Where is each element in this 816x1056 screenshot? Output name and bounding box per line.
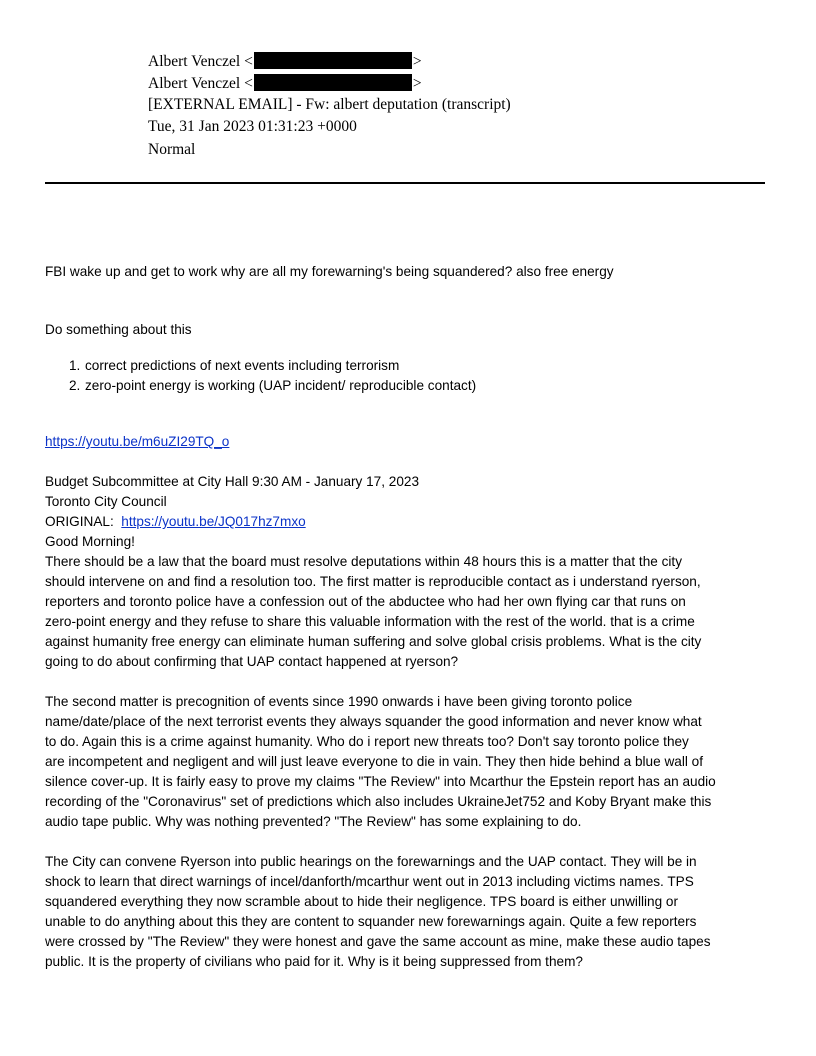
- paragraph-line: The City can convene Ryerson into public hearings on the forewarnings and the UAP contact. They will be in: [45, 854, 697, 869]
- paragraph-line: squandered everything they now scramble about to hide their negligence. TPS board is either unwilling or: [45, 894, 678, 909]
- paragraph-line: reporters and toronto police have a confession out of the abductee who had her own flying car that runs on: [45, 594, 686, 609]
- list-item: [69, 356, 399, 376]
- paragraph-line: audio tape public. Why was nothing prevented? "The Review" has some explaining to do.: [45, 814, 582, 829]
- paragraph-line: silence cover-up. It is fairly easy to prove my claims "The Review" into Mcarthur the Epstein report has an audio: [45, 774, 716, 789]
- from-value: [148, 52, 422, 71]
- paragraph-line: The second matter is precognition of events since 1990 onwards i have been giving toronto police: [45, 694, 633, 709]
- from-name: Albert Venczel <: [148, 53, 253, 70]
- paragraph-line: name/date/place of the next terrorist events they always squander the good information and never know what: [45, 714, 702, 729]
- youtube-link-1[interactable]: https://youtu.be/m6uZI29TQ_o: [45, 434, 230, 449]
- paragraph-line: to do. Again this is a crime against humanity. Who do i report new threats too? Don't say toronto police they: [45, 734, 689, 749]
- paragraph-line: are incompetent and negligent and will just leave everyone to die in vain. They then hide behind a blue wall of: [45, 754, 703, 769]
- council-line: Toronto City Council: [45, 494, 167, 509]
- subject-value: [EXTERNAL EMAIL] - Fw: albert deputation (transcript): [148, 96, 511, 113]
- youtube-link-2[interactable]: https://youtu.be/JQ017hz7mxo: [121, 514, 306, 529]
- original-line: [45, 512, 306, 532]
- do-something-line: Do something about this: [45, 322, 192, 337]
- paragraph-line: were crossed by "The Review" they were honest and gave the same account as mine, make these audio tapes: [45, 934, 711, 949]
- to-close: >: [412, 75, 422, 92]
- paragraph-line: There should be a law that the board must resolve deputations within 48 hours this is a matter that the city: [45, 554, 682, 569]
- youtube-link-1-line: [45, 432, 229, 452]
- original-label: ORIGINAL:: [45, 514, 122, 529]
- to-name: Albert Venczel <: [148, 75, 253, 92]
- budget-line: Budget Subcommittee at City Hall 9:30 AM - January 17, 2023: [45, 474, 420, 489]
- paragraph-line: against humanity free energy can eliminate human suffering and solve global crisis problems. What is the city: [45, 634, 702, 649]
- header-divider: [45, 182, 765, 184]
- list-text: zero-point energy is working (UAP incident/ reproducible contact): [85, 378, 477, 393]
- from-close: >: [412, 53, 422, 70]
- greeting-line: Good Morning!: [45, 534, 135, 549]
- paragraph-line: zero-point energy and they refuse to share this valuable information with the rest of the world. that is a crime: [45, 614, 695, 629]
- paragraph-line: recording of the "Coronavirus" set of predictions which also includes UkraineJet752 and Koby Bryant make this: [45, 794, 712, 809]
- list-text: correct predictions of next events including terrorism: [85, 358, 400, 373]
- redacted-email-block: [254, 52, 412, 69]
- paragraph-line: going to do about confirming that UAP contact happened at ryerson?: [45, 654, 459, 669]
- redacted-email-block: [254, 74, 412, 91]
- date-value: Tue, 31 Jan 2023 01:31:23 +0000: [148, 118, 357, 135]
- to-value: [148, 74, 422, 93]
- paragraph-line: unable to do anything about this they are content to squander new forewarnings again. Quite a few reporters: [45, 914, 697, 929]
- paragraph-line: shock to learn that direct warnings of incel/danforth/mcarthur went out in 2013 including victims names. TPS: [45, 874, 694, 889]
- intro-line: FBI wake up and get to work why are all my forewarning's being squandered? also free energy: [45, 264, 614, 279]
- paragraph-line: public. It is the property of civilians who paid for it. Why is it being suppressed from them?: [45, 954, 583, 969]
- list-item: [69, 376, 476, 396]
- list-number: 2.: [69, 378, 81, 393]
- list-number: 1.: [69, 358, 81, 373]
- paragraph-line: should intervene on and find a resolution too. The first matter is reproducible contact as i understand ryerson,: [45, 574, 701, 589]
- importance-value: Normal: [148, 141, 196, 158]
